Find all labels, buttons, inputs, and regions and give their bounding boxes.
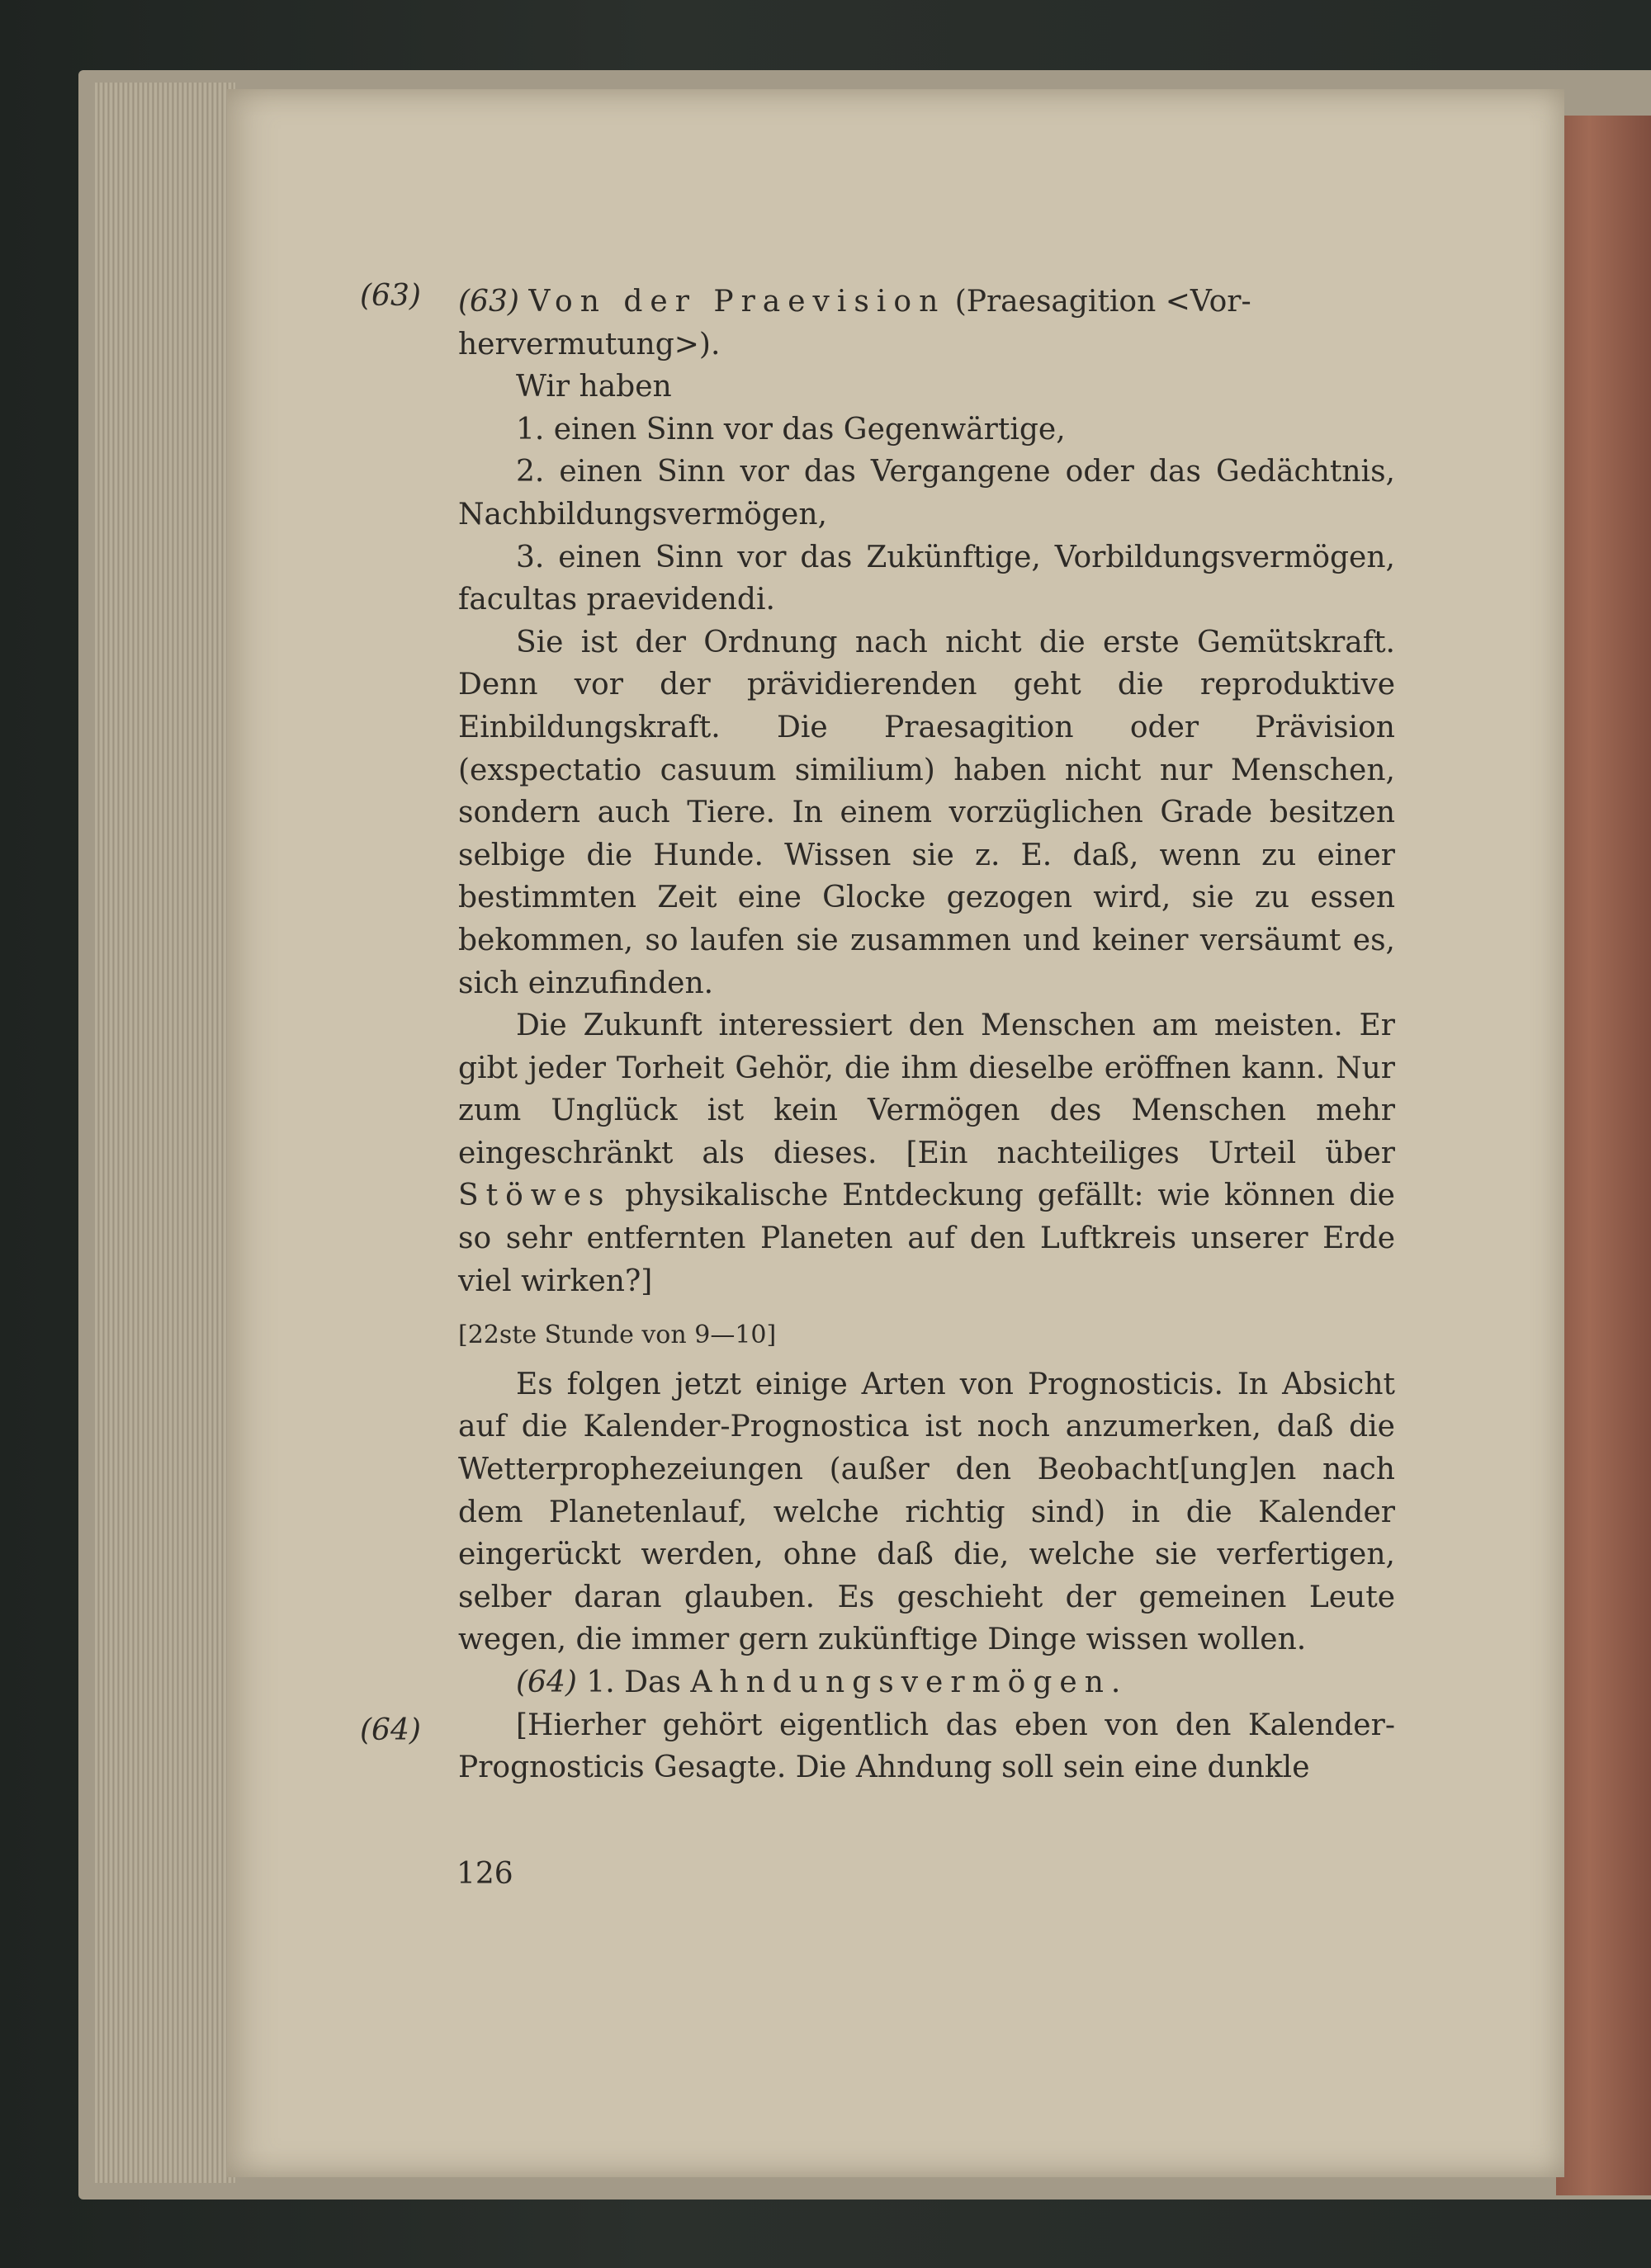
section-title-63: Von der Praevision (528, 285, 946, 319)
section-title-63-continued: hervermutung>). (458, 327, 721, 361)
name-stoewes: Stöwes (458, 1179, 612, 1213)
section-title-64-end: . (1110, 1666, 1121, 1699)
page-text (458, 281, 1395, 1789)
section-heading-63 (458, 281, 1395, 324)
paragraph-zukunft-part2: physikalische Entdeckung gefällt: wie können die so sehr entfernten Planeten auf den Luftkreis unserer Erde viel wirken?] (458, 1179, 1395, 1298)
section-heading-64 (458, 1661, 1395, 1704)
section-number-64: (64) (516, 1666, 577, 1699)
section-title-64-pre: 1. Das (576, 1666, 691, 1699)
section-title-64: Ahndungsvermögen (690, 1666, 1111, 1699)
paragraph-wir-haben: Wir haben (516, 370, 672, 404)
paragraph-zukunft-part1: Die Zukunft interessiert den Menschen am meisten. Er gibt jeder Torheit Gehör, die ihm dieselbe eröffnen kann. Nur zum Unglück ist kein Vermögen des Menschen mehr eingeschränkt als dieses. [Ein nachteiliges Urteil über (458, 1009, 1395, 1170)
paragraph-prognosticis: Es folgen jetzt einige Arten von Prognosticis. In Absicht auf die Kalender-Prognostica ist noch anzumerken, daß die Wetterprophezeiungen (außer den Beobacht[ung]en nach dem Planetenlauf, welche richtig sind) in die Kalender eingerückt werden, ohne daß die, welche sie verfertigen, selber daran glauben. Es geschieht der gemeinen Leute wegen, die immer gern zukünftige Dinge wissen wollen. (458, 1367, 1395, 1657)
page-edges (95, 83, 235, 2183)
book-spine-edge (1556, 116, 1651, 2195)
margin-note-63: (63) (360, 279, 421, 313)
list-item-3: 3. einen Sinn vor das Zukünftige, Vorbildungsvermögen, facultas praevidendi. (458, 540, 1395, 617)
lecture-note: [22ste Stunde von 9—10] (458, 1321, 777, 1350)
section-title-63-rest: (Praesagition <Vor- (945, 285, 1251, 319)
list-item-2: 2. einen Sinn vor das Vergangene oder das Gedächtnis, Nachbildungsvermögen, (458, 455, 1395, 532)
paragraph-ordnung: Sie ist der Ordnung nach nicht die erste Gemütskraft. Denn vor der prävidierenden geht die reproduktive Einbildungskraft. Die Praesagition oder Prävision (exspectatio casuum similium) haben nicht nur Menschen, sondern auch Tiere. In einem vorzüglichen Grade besitzen selbige die Hunde. Wissen sie z. E. daß, wenn zu einer bestimmten Zeit eine Glocke gezogen wird, sie zu essen bekommen, so laufen sie zusammen und keiner versäumt es, sich einzufinden. (458, 625, 1395, 1000)
page-number: 126 (457, 1857, 513, 1891)
paragraph-zukunft (458, 1004, 1395, 1302)
list-item-1: 1. einen Sinn vor das Gegenwärtige, (516, 412, 1066, 447)
paragraph-hierher: [Hierher gehört eigentlich das eben von den Kalender-Prognosticis Gesagte. Die Ahndung soll sein eine dunkle (458, 1708, 1395, 1785)
section-number-63: (63) (458, 285, 519, 319)
margin-note-64: (64) (360, 1713, 421, 1747)
